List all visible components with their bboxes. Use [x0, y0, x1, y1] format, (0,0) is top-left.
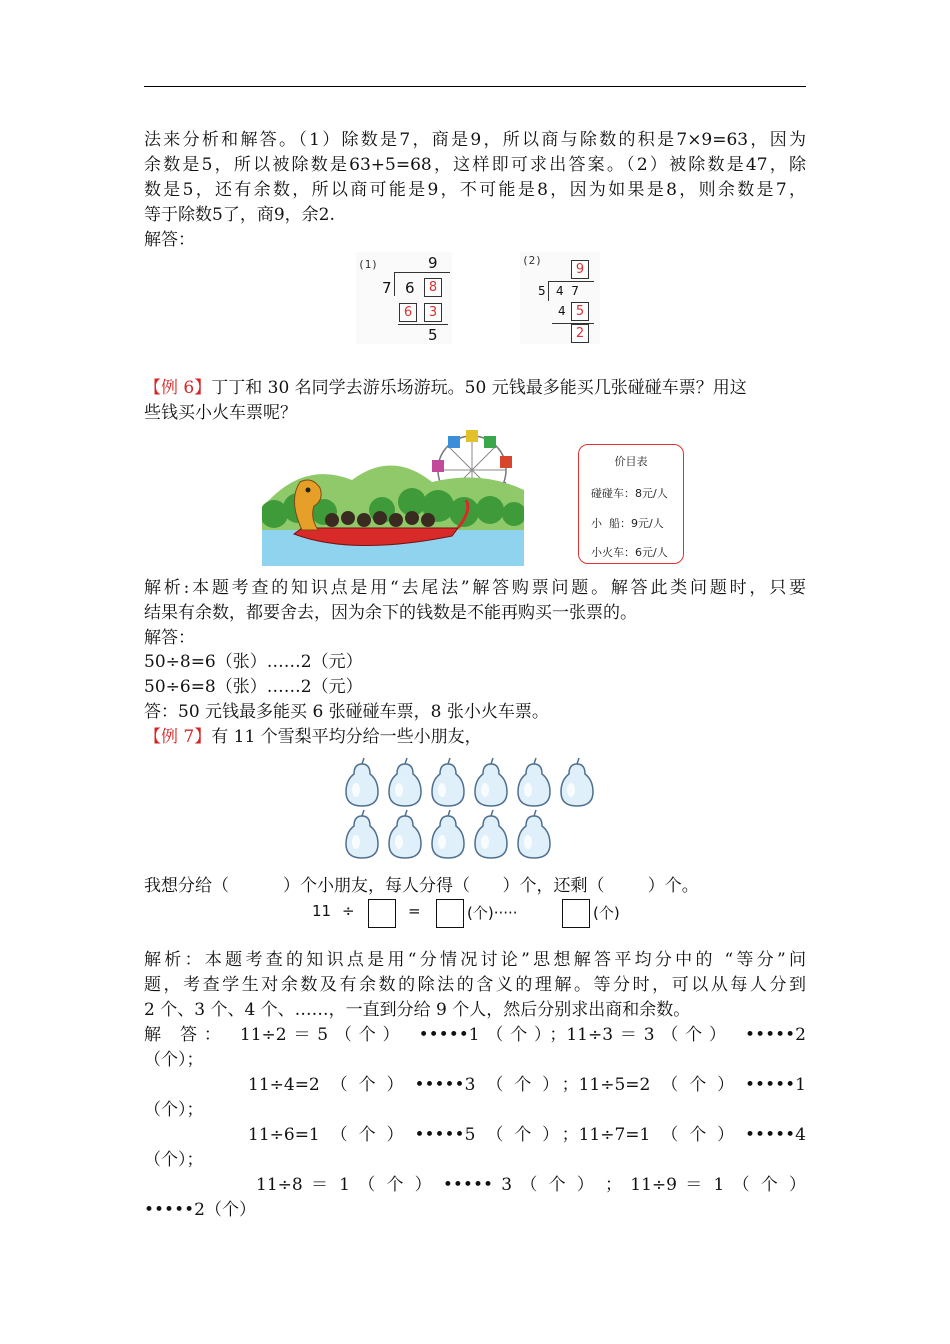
division-1-product-box-1: 6: [399, 303, 417, 322]
division-2-label: (2): [522, 254, 542, 267]
pear-icon: [518, 758, 550, 806]
equation-unit-1: (个)·····: [467, 904, 518, 922]
analysis-7-line-1: 解析：本题考查的知识点是用“分情况讨论”思想解答平均分中的 “等分”问: [144, 950, 806, 970]
answers-7-line-6: （个）；: [144, 1150, 204, 1170]
example-6-tag: 【例 6】: [144, 378, 212, 398]
pear-icon: [432, 810, 464, 858]
example-6-line-2: 些钱买小火车票呢？: [144, 403, 297, 423]
intro-line-4: 等于除数5了，商9，余2.: [144, 205, 335, 225]
answers-7-line-4: （个）；: [144, 1100, 204, 1120]
division-1-quotient: 9: [428, 254, 438, 272]
equation-equals-sign: =: [408, 902, 421, 920]
price-table: [578, 444, 684, 564]
amusement-park-illustration: [262, 430, 524, 566]
pear-icon: [346, 758, 378, 806]
division-1-dividend-box: 8: [424, 278, 442, 297]
division-2-quotient-box: 9: [571, 260, 589, 279]
division-2-product-box: 5: [571, 302, 589, 321]
price-row-bumper-car: 碰碰车：8元/人: [591, 487, 668, 500]
price-row-train: 小火车：6元/人: [591, 546, 668, 559]
equation-divide-sign: ÷: [342, 902, 355, 920]
long-division-2: [520, 252, 600, 344]
division-2-bracket: [548, 281, 549, 301]
analysis-7-line-2: 题，考查学生对余数及有余数的除法的含义的理解。等分时，可以从每人分到: [144, 975, 806, 995]
analysis-7-line-3: 2 个、3 个、4 个、……，一直到分给 9 个人，然后分别求出商和余数。: [144, 1000, 691, 1020]
analysis-6-equation-2: 50÷6=8（张）……2（元）: [144, 677, 363, 697]
divisor-answer-box[interactable]: [368, 899, 396, 928]
long-division-1: [356, 252, 452, 344]
quotient-answer-box[interactable]: [436, 899, 464, 928]
equation-dividend: 11: [312, 902, 332, 920]
pear-icon: [432, 758, 464, 806]
example-6-line-1: [144, 376, 747, 400]
division-2-dividend: 4 7: [556, 284, 579, 298]
analysis-6-line-1: 解析:本题考查的知识点是用“去尾法”解答购票问题。解答此类问题时，只要: [144, 578, 806, 598]
answers-7-line-8: •••••2（个）: [144, 1200, 256, 1220]
pear-icon: [346, 810, 378, 858]
answers-7-line-2: （个）；: [144, 1050, 204, 1070]
analysis-6-equation-1: 50÷8=6（张）……2（元）: [144, 652, 363, 672]
header-rule: [144, 86, 806, 87]
pear-icon: [475, 758, 507, 806]
price-row-boat: 小 船：9元/人: [591, 517, 664, 530]
analysis-6-answer: 答：50 元钱最多能买 6 张碰碰车票，8 张小火车票。: [144, 702, 549, 722]
division-2-top-rule: [548, 281, 594, 282]
division-1-divisor: 7: [382, 279, 392, 297]
intro-line-2: 余数是5，所以被除数是63+5=68，这样即可求出答案。（2）被除数是47，除: [144, 155, 806, 175]
pear-icon: [389, 758, 421, 806]
analysis-6-line-2: 结果有余数，都要舍去，因为余下的钱数是不能再购买一张票的。: [144, 603, 637, 623]
division-2-product-digit: 4: [558, 304, 566, 318]
division-1-label: (1): [358, 258, 378, 271]
intro-line-1: 法来分析和解答。（1）除数是7，商是9，所以商与除数的积是7×9=63，因为: [144, 130, 806, 150]
remainder-answer-box[interactable]: [562, 899, 590, 928]
division-1-remainder: 5: [428, 326, 438, 344]
answers-7-line-1: 解 答： 11÷2＝5（个） •••••1（个）；11÷3＝3（个） •••••2: [144, 1025, 806, 1045]
pears-illustration: [336, 752, 600, 860]
division-1-bottom-rule: [398, 324, 448, 325]
answers-7-line-3: 11÷4=2（个）•••••3（个）；11÷5=2（个）•••••1: [248, 1075, 806, 1095]
fill-in-sentence: 我想分给（ ）个小朋友，每人分得（ ）个，还剩（ ）个。: [144, 876, 699, 896]
division-1-product-box-2: 3: [424, 303, 442, 322]
example-7-tag: 【例 7】: [144, 727, 212, 747]
equation-unit-2: (个): [593, 904, 620, 922]
division-1-bracket: [394, 272, 395, 296]
answers-7-line-7: 11÷8 ＝ 1 （ 个 ） ••••• 3 （ 个 ） ； 11÷9 ＝ 1 （ 个 ）: [256, 1175, 806, 1195]
example-7-text: 有 11 个雪梨平均分给一些小朋友，: [211, 727, 482, 747]
analysis-6-answer-label: 解答：: [144, 628, 195, 648]
price-table-title: 价目表: [614, 455, 648, 468]
intro-line-3: 数是5，还有余数，所以商可能是9，不可能是8，因为如果是8，则余数是7，: [144, 180, 806, 200]
pear-icon: [389, 810, 421, 858]
example-7-line: [144, 725, 482, 749]
example-6-text: 丁丁和 30 名同学去游乐场游玩。50 元钱最多能买几张碰碰车票？用这: [211, 378, 747, 398]
answers-7-line-5: 11÷6=1（个）•••••5（个）；11÷7=1（个）•••••4: [248, 1125, 806, 1145]
pear-icon: [561, 758, 593, 806]
intro-line-5: 解答：: [144, 230, 195, 250]
division-2-divisor: 5: [538, 284, 546, 298]
division-1-top-rule: [394, 272, 450, 273]
division-1-dividend-digit: 6: [405, 279, 415, 297]
pear-icon: [475, 810, 507, 858]
pear-icon: [518, 810, 550, 858]
division-2-remainder-box: 2: [571, 324, 589, 343]
